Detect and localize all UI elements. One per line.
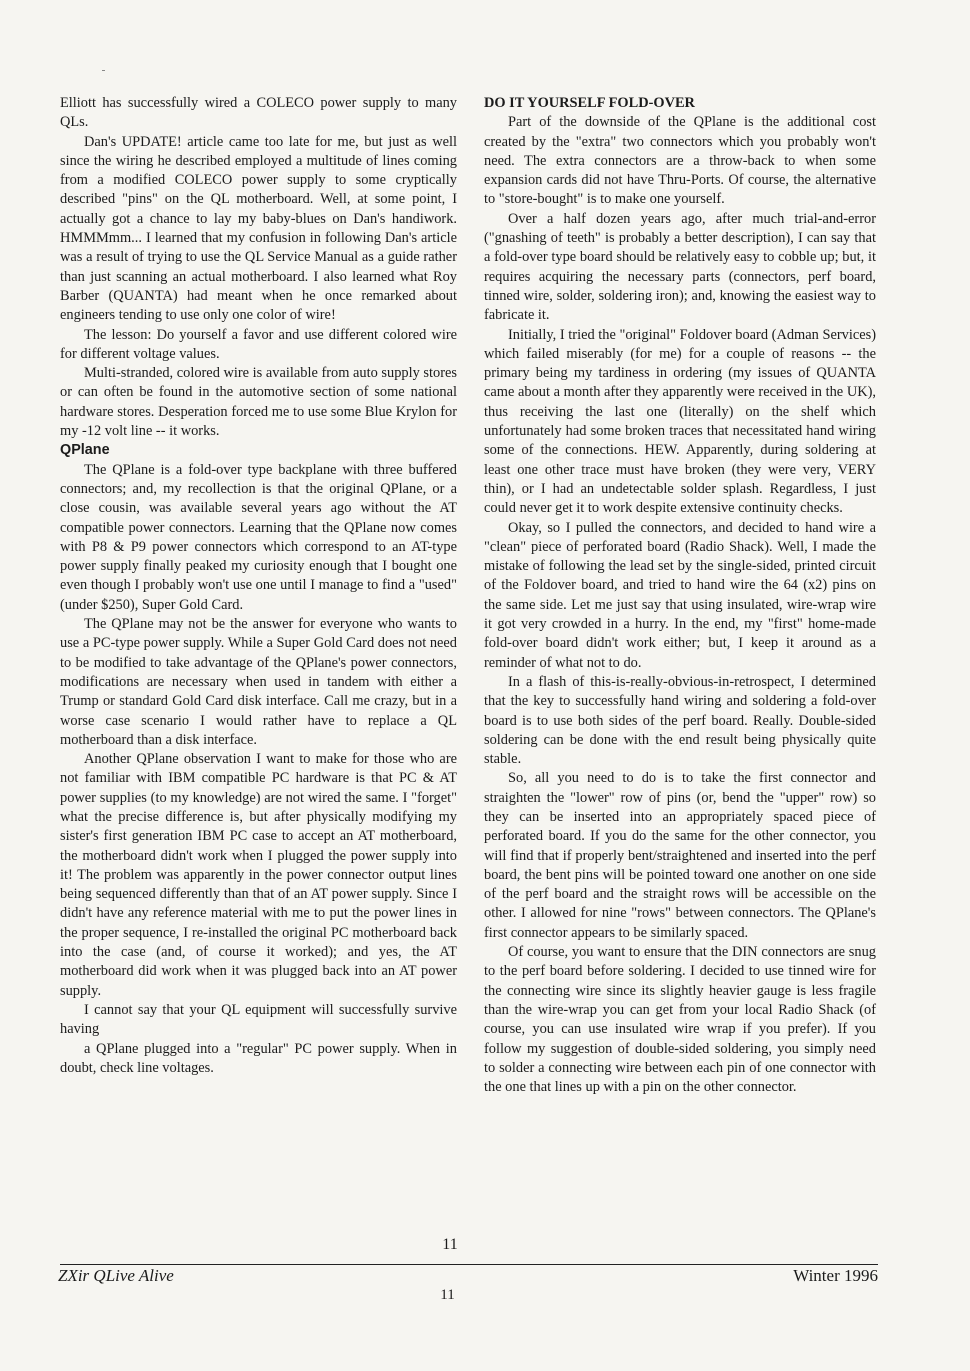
right-column — [484, 94, 876, 1097]
paragraph: I cannot say that your QL equipment will successfully survive having — [60, 1001, 457, 1038]
paragraph: The lesson: Do yourself a favor and use different colored wire for different voltage values. — [60, 326, 457, 362]
left-column — [60, 94, 457, 1078]
paragraph: Okay, so I pulled the connectors, and decided to hand wire a "clean" piece of perforated board (Radio Shack). Well, I made the mistake of following the lead set by the single-sided, printed circuit of the Foldover board, and tried to hand wire the 64 (x2) pins on the same side. Let me just say that using insulated, wire-wrap wire it got very crowded in a hurry. In the end, my "first" home-made fold-over board didn't work either; but, I keep it around as a reminder of what not to do. — [484, 519, 876, 671]
paragraph: Of course, you want to ensure that the DIN connectors are snug to the perf board before soldering. I decided to use tinned wire for the connecting wire since its slightly heavier gauge is less fragile than the wire-wrap you can get from your local Radio Shack (of course, you can use insulated wire wrap if you prefer). If you follow my suggestion of double-sided soldering, you simply need to solder a connecting wire between each pin of one connector with the one that lines up with a pin on the other connector. — [484, 944, 876, 1096]
paragraph: Initially, I tried the "original" Foldover board (Adman Services) which failed miserably (for me) for a couple of reasons -- the primary being my tardiness in ordering (my issues of QUANTA came about a month after they apparently were received in the UK), thus receiving the last one (literally) on the shelf which unfortunately had some broken traces that necessitated hand wiring some of the connections. HEW. Apparently, during soldering at least one other trace must have broken (they were very, VERY thin), or I had an undetectable solder splash. Regardless, I just could never get it to work despite extensive continuity checks. — [484, 326, 876, 517]
section-heading-qplane: QPlane — [60, 442, 110, 459]
paragraph: a QPlane plugged into a "regular" PC power supply. When in doubt, check line voltages. — [60, 1040, 457, 1076]
footer-publication: ZXir QLive Alive — [58, 1266, 174, 1285]
paragraph: The QPlane is a fold-over type backplane with three buffered connectors; and, my recollection is that the original QPlane, or a close cousin, was available several years ago without the AT compatible power connectors. Learning that the QPlane now comes with P8 & P9 power connectors which correspond to an AT-type power supply finally peaked my curiosity enough that I bought one even though I probably won't use one until I manage to find a "used" (under $250), Super Gold Card. — [60, 461, 457, 613]
paragraph: Over a half dozen years ago, after much trial-and-error ("gnashing of teeth" is probably a better description), I can say that a fold-over type board should be relatively easy to cobble up; but, it requires acquiring the necessary parts (connectors, perf board, tinned wire, solder, soldering iron); and, knowing the easiest way to fabricate it. — [484, 210, 876, 324]
paragraph: Multi-stranded, colored wire is available from auto supply stores or can often be found in the automotive section of some national hardware stores. Desperation forced me to use some Blue Krylon for my -12 volt line -- it works. — [60, 365, 457, 440]
section-heading-fold-over: DO IT YOURSELF FOLD-OVER — [484, 95, 695, 111]
paragraph: So, all you need to do is to take the first connector and straighten the "lower" row of pins (or, bend the "upper" row) so they can be inserted into an appropriately spaced piece of perforated board. If you do the same for the other connector, you will find that if properly bent/straightened and inserted into the perf board, the bent pins will be pointed toward one another on one side of the perf board and the straight rows will be accessible on the other. I allowed for nine "rows" between connectors. The QPlane's first connector appears to be similarly spaced. — [484, 770, 876, 941]
footer-page-number: 11 — [440, 1287, 455, 1303]
paragraph: Part of the downside of the QPlane is the additional cost created by the "extra" two connectors which you probably won't need. The extra connectors are a throw-back to when some expansion cards did not have Thru-Ports. Of course, the alternative to "store-bought" is to make one yourself. — [484, 114, 876, 208]
scan-mark — [102, 70, 105, 71]
footer-divider — [60, 1264, 878, 1265]
page-number-mid: 11 — [442, 1236, 458, 1253]
paragraph: In a flash of this-is-really-obvious-in-retrospect, I determined that the key to successfully hand wiring and soldering a fold-over board is to use both sides of the perf board. Really. Double-sided soldering can be done with the end result being physically quite stable. — [484, 673, 876, 768]
paragraph: Dan's UPDATE! article came too late for me, but just as well since the wiring he described employed a multitude of lines coming from a modified COLECO power supply to some cryptically described "pins" on the QL motherboard. Well, at some point, I actually got a chance to lay my baby-blues on Dan's handiwork. HMMMmm... I learned that my confusion in following Dan's article was a result of trying to use the QL Service Manual as a guide rather than just scanning an actual motherboard. I also learned what Roy Barber (QUANTA) had meant when he once remarked about engineers tending to use only one color of wire! — [60, 133, 457, 324]
footer-issue: Winter 1996 — [793, 1266, 878, 1285]
paragraph: Elliott has successfully wired a COLECO power supply to many QLs. — [60, 95, 457, 131]
paragraph: The QPlane may not be the answer for everyone who wants to use a PC-type power supply. While a Super Gold Card does not need to be modified to take advantage of the QPlane's power connectors, modifications are necessary when used in tandem with either a Trump or standard Gold Card disk interface. Call me crazy, but in a worse case scenario I would rather have to replace a QL motherboard than a disk interface. — [60, 616, 457, 748]
paragraph: Another QPlane observation I want to make for those who are not familiar with IBM compatible PC hardware is that PC & AT power supplies (to my knowledge) are not wired the same. I "forget" what the precise difference is, but after physically modifying my sister's first generation IBM PC case to accept an AT motherboard, the motherboard didn't work when I plugged the power supply into it! The problem was apparently in the power connector output lines being sequenced differently than that of an AT power supply. Since I didn't have any reference material with me to put the power lines in the proper sequence, I re-installed the original PC motherboard back into the case (and, of course it worked); and yes, the AT motherboard did work when it was plugged back into an AT power supply. — [60, 751, 457, 999]
